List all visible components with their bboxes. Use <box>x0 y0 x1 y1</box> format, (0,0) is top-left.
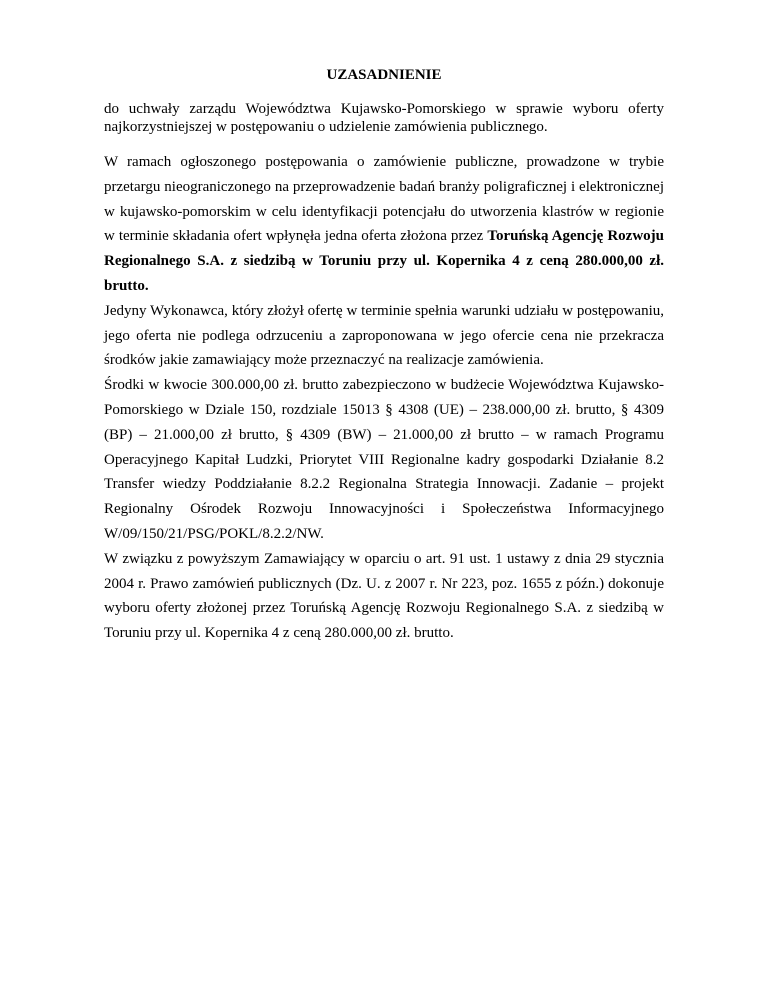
paragraph-funding: Środki w kwocie 300.000,00 zł. brutto zabezpieczono w budżecie Województwa Kujawsko-Pomorskiego w Dziale 150, rozdziale 15013 § 4308 (UE) – 238.000,00 zł. brutto, § 4309 (BP) – 21.000,00 zł brutto, § 4309 (BW) – 21.000,00 zł brutto – w ramach Programu Operacyjnego Kapitał Ludzki, Priorytet VIII Regionalne kadry gospodarki Działanie 8.2 Transfer wiedzy Poddziałanie 8.2.2 Regionalna Strategia Innowacji. Zadanie – projekt Regionalny Ośrodek Rozwoju Innowacyjności i Społeczeństwa Informacyjnego W/09/150/21/PSG/POKL/8.2.2/NW. <box>104 377 664 542</box>
paragraph-offer-received <box>104 150 664 299</box>
paragraph-contractor-eligibility: Jedyny Wykonawca, który złożył ofertę w terminie spełnia warunki udziału w postępowaniu, jego oferta nie podlega odrzuceniu a zaproponowana w jego ofercie cena nie przekracza środków jakie zamawiający może przeznaczyć na realizacje zamówienia. <box>104 302 664 369</box>
document-title: UZASADNIENIE <box>326 67 442 83</box>
paragraph-offer-intro: W ramach ogłoszonego postępowania o zamówienie publiczne, prowadzone w trybie przetargu nieograniczonego na przeprowadzenie badań branży poligraficznej i elektronicznej w kujawsko-pomorskim w celu identyfikacji potencjału do utworzenia klastrów w regionie w terminie składania ofert wpłynęła jedna oferta złożona przez <box>104 154 664 245</box>
document-body <box>104 150 664 646</box>
paragraph-offer-bidder: Toruńską Agencję Rozwoju Regionalnego S.A. z siedzibą w Toruniu przy ul. Kopernika 4 z ceną 280.000,00 zł. brutto. <box>104 228 664 294</box>
document-subject: do uchwały zarządu Województwa Kujawsko-Pomorskiego w sprawie wyboru oferty najkorzystniejszej w postępowaniu o udzielenie zamówienia publicznego. <box>104 101 664 135</box>
paragraph-decision: W związku z powyższym Zamawiający w oparciu o art. 91 ust. 1 ustawy z dnia 29 stycznia 2004 r. Prawo zamówień publicznych (Dz. U. z 2007 r. Nr 223, poz. 1655 z późn.) dokonuje wyboru oferty złożonej przez Toruńską Agencję Rozwoju Regionalnego S.A. z siedzibą w Toruniu przy ul. Kopernika 4 z ceną 280.000,00 zł. brutto. <box>104 550 664 642</box>
